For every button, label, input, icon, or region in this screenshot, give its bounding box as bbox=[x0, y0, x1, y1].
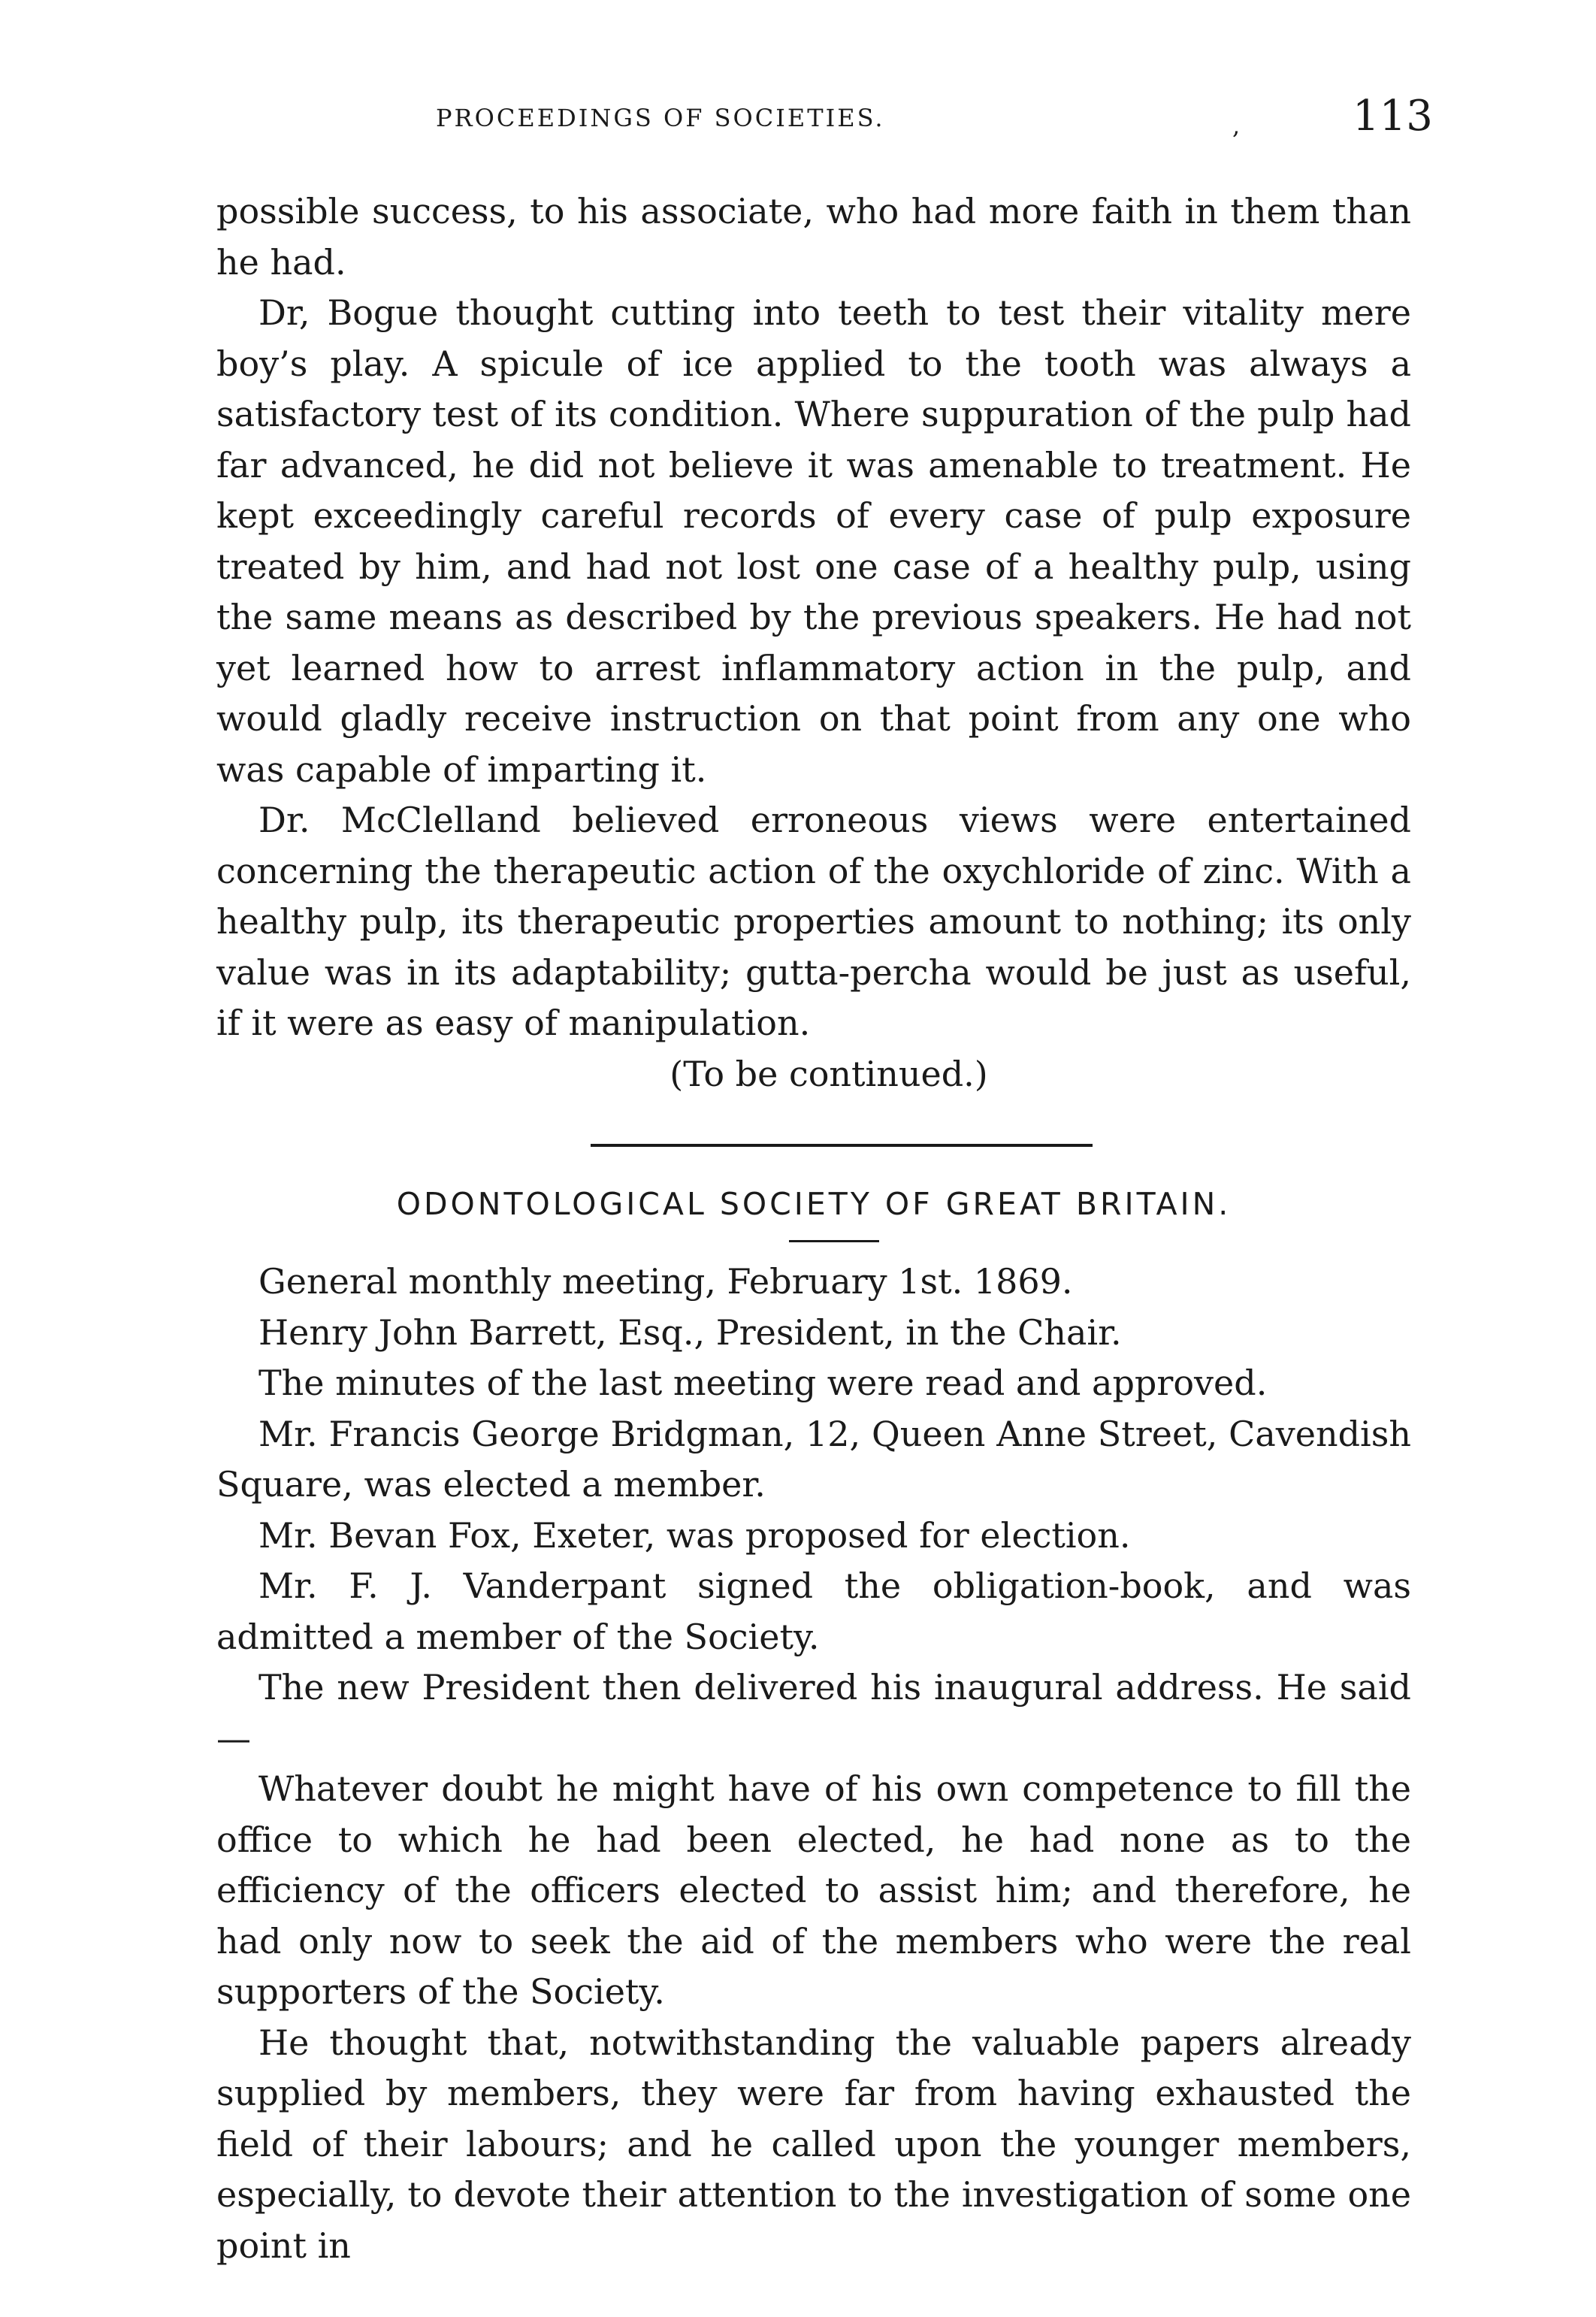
paragraph-president-chair: Henry John Barrett, Esq., President, in the Chair. bbox=[258, 1311, 1122, 1353]
section-odontological bbox=[216, 1257, 1411, 2271]
paragraph-minutes: The minutes of the last meeting were read and approved. bbox=[258, 1363, 1268, 1403]
paragraph-he-thought: He thought that, notwithstanding the valuable papers already supplied by members, they were far from having exhausted the field of their labours; and he called upon the younger members, especially, to devote their attention to the investigation of some one point in bbox=[216, 2022, 1411, 2266]
title-underline-rule bbox=[789, 1240, 879, 1242]
paragraph-possible-success: possible success, to his associate, who had more faith in them than he had. bbox=[216, 191, 1411, 283]
paragraph-bevan-fox: Mr. Bevan Fox, Exeter, was proposed for election. bbox=[258, 1514, 1131, 1556]
section-title: ODONTOLOGICAL SOCIETY OF GREAT BRITAIN. bbox=[396, 1186, 1232, 1222]
header-mark: , bbox=[1232, 111, 1241, 140]
paragraph-inaugural-address: The new President then delivered his inaugural address. He said— bbox=[216, 1667, 1411, 1759]
section-continuation bbox=[216, 186, 1411, 1100]
paragraph-dr-bogue: Dr, Bogue thought cutting into teeth to test their vitality mere boy’s play. A spicule of ice applied to the tooth was always a satisfactory test of its condition. Where suppuration of the pulp had far advanced, he did not believe it was amenable to treatment. He kept exceedingly careful records of every case of pulp exposure treated by him, and had not lost one case of a healthy pulp, using the same means as described by the previous speakers. He had not yet learned how to arrest inflammatory action in the pulp, and would gladly receive instruction on that point from any one who was capable of imparting it. bbox=[216, 292, 1411, 790]
page-number: 113 bbox=[1353, 92, 1433, 141]
paragraph-vanderpant: Mr. F. J. Vanderpant signed the obligation-book, and was admitted a member of the Society. bbox=[216, 1565, 1411, 1657]
paragraph-dr-mcclelland: Dr. McClelland believed erroneous views were entertained concerning the therapeutic action of the oxychloride of zinc. With a healthy pulp, its therapeutic properties amount to nothing; its only value was in its adaptability; gutta-percha would be just as useful, if it were as easy of manipulation. bbox=[216, 800, 1411, 1043]
running-head: PROCEEDINGS OF SOCIETIES. bbox=[436, 104, 885, 132]
paragraph-meeting-date: General monthly meeting, February 1st. 1869. bbox=[258, 1261, 1073, 1302]
paragraph-bridgman-elected: Mr. Francis George Bridgman, 12, Queen Anne Street, Cavendish Square, was elected a member. bbox=[216, 1413, 1411, 1505]
paragraph-whatever-doubt: Whatever doubt he might have of his own competence to fill the office to which he had been elected, he had none as to the efficiency of the officers elected to assist him; and therefore, he had only now to seek the aid of the members who were the real supporters of the Society. bbox=[216, 1768, 1411, 2012]
section-divider-rule bbox=[591, 1144, 1093, 1147]
to-be-continued: (To be continued.) bbox=[670, 1053, 988, 1094]
